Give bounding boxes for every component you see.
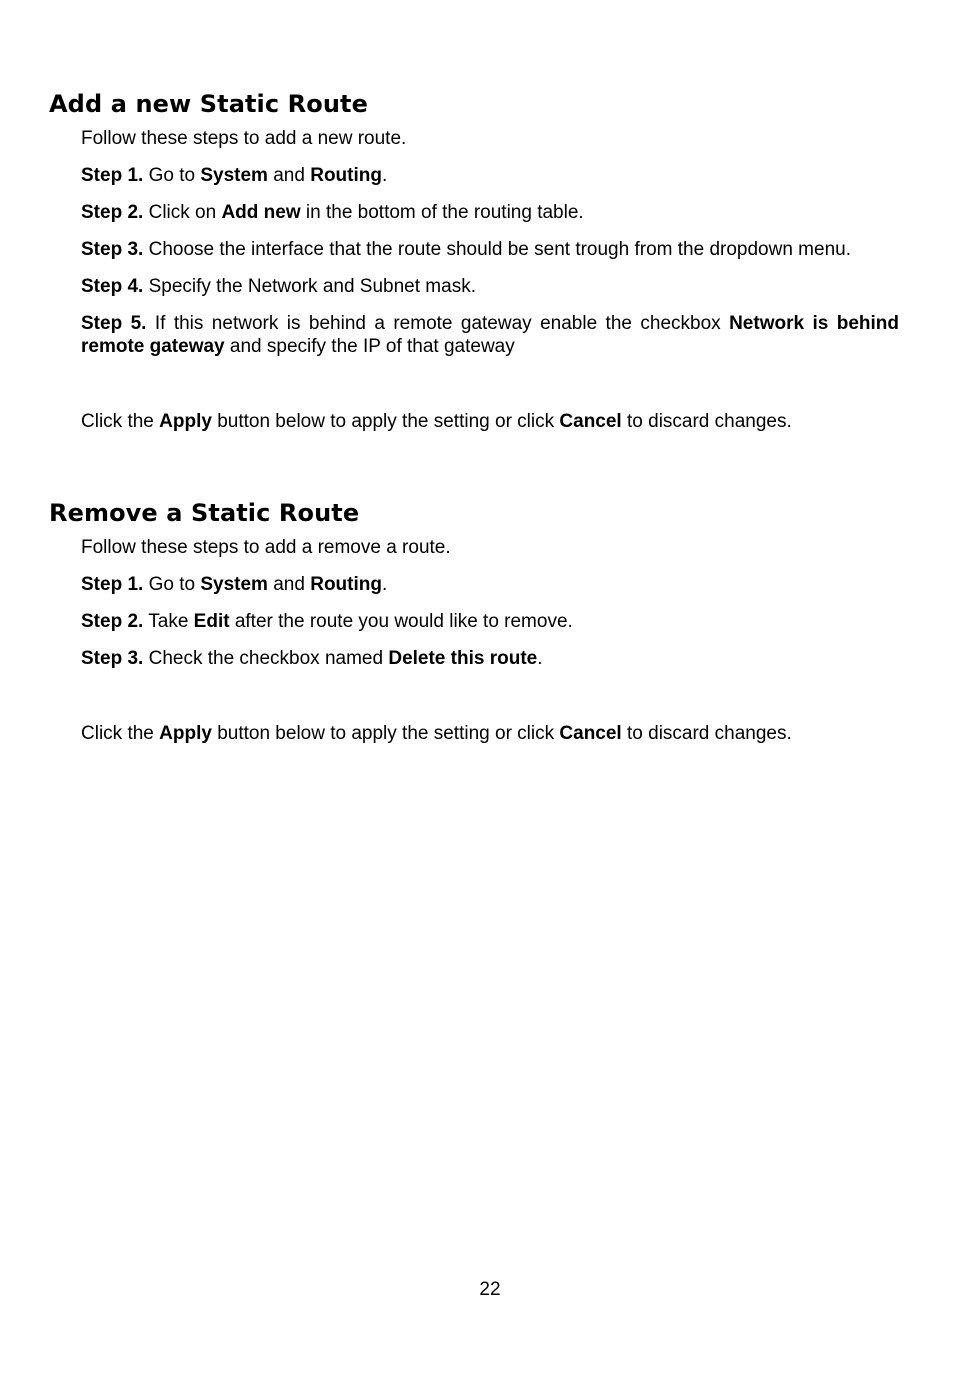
instruction-text: button below to apply the setting or click bbox=[211, 723, 560, 744]
page-number: 22 bbox=[479, 1279, 501, 1300]
step-3 bbox=[0, 647, 899, 670]
bold-term: Cancel bbox=[559, 723, 622, 744]
bold-term: Network is behind remote gateway bbox=[81, 313, 899, 357]
step-text: Choose the interface that the route should be sent trough from the dropdown menu. bbox=[143, 239, 851, 260]
instruction-text: Click the bbox=[81, 723, 160, 744]
step-label: Step 4. bbox=[81, 276, 144, 297]
step-1 bbox=[0, 164, 899, 187]
intro-text: Follow these steps to add a remove a route. bbox=[81, 537, 451, 558]
step-label: Step 3. bbox=[81, 648, 144, 669]
bold-term: Routing bbox=[310, 574, 382, 595]
bold-term: Routing bbox=[310, 165, 382, 186]
step-text: . bbox=[381, 165, 388, 186]
step-label: Step 2. bbox=[81, 202, 144, 223]
intro-text: Follow these steps to add a new route. bbox=[81, 128, 407, 149]
step-2 bbox=[0, 201, 899, 224]
bold-term: Delete this route bbox=[388, 648, 538, 669]
section-heading: Remove a Static Route bbox=[49, 499, 360, 527]
step-text: and bbox=[267, 574, 311, 595]
step-text: in the bottom of the routing table. bbox=[300, 202, 584, 223]
step-text: Check the checkbox named bbox=[143, 648, 389, 669]
bold-term: System bbox=[200, 574, 268, 595]
step-text: If this network is behind a remote gateway enable the checkbox bbox=[146, 313, 730, 334]
step-1 bbox=[0, 573, 899, 596]
step-label: Step 5. bbox=[81, 313, 147, 334]
bold-term: Apply bbox=[159, 411, 212, 432]
instruction-text: to discard changes. bbox=[621, 411, 792, 432]
bold-term: System bbox=[200, 165, 268, 186]
instruction-text: to discard changes. bbox=[621, 723, 792, 744]
step-text: Go to bbox=[143, 165, 201, 186]
step-text: Click on bbox=[143, 202, 222, 223]
step-2 bbox=[0, 610, 899, 633]
instruction-text: button below to apply the setting or click bbox=[211, 411, 560, 432]
apply-instruction bbox=[0, 722, 899, 745]
apply-instruction bbox=[0, 410, 899, 433]
instruction-text: Click the bbox=[81, 411, 160, 432]
step-text: after the route you would like to remove. bbox=[229, 611, 573, 632]
step-text: . bbox=[537, 648, 543, 669]
bold-term: Edit bbox=[193, 611, 230, 632]
step-label: Step 3. bbox=[81, 239, 144, 260]
remove-static-route-section bbox=[0, 497, 954, 745]
step-text: Take bbox=[143, 611, 194, 632]
step-label: Step 1. bbox=[81, 165, 144, 186]
step-text: and specify the IP of that gateway bbox=[224, 336, 515, 357]
step-text: Specify the Network and Subnet mask. bbox=[143, 276, 476, 297]
bold-term: Add new bbox=[221, 202, 301, 223]
section-heading: Add a new Static Route bbox=[49, 90, 368, 118]
step-4 bbox=[0, 275, 899, 298]
step-text: . bbox=[381, 574, 388, 595]
bold-term: Cancel bbox=[559, 411, 622, 432]
step-label: Step 2. bbox=[81, 611, 144, 632]
step-label: Step 1. bbox=[81, 574, 144, 595]
step-text: Go to bbox=[143, 574, 201, 595]
step-3 bbox=[0, 238, 899, 261]
step-text: and bbox=[267, 165, 311, 186]
add-static-route-section bbox=[0, 88, 954, 433]
step-5 bbox=[0, 312, 899, 358]
bold-term: Apply bbox=[159, 723, 212, 744]
